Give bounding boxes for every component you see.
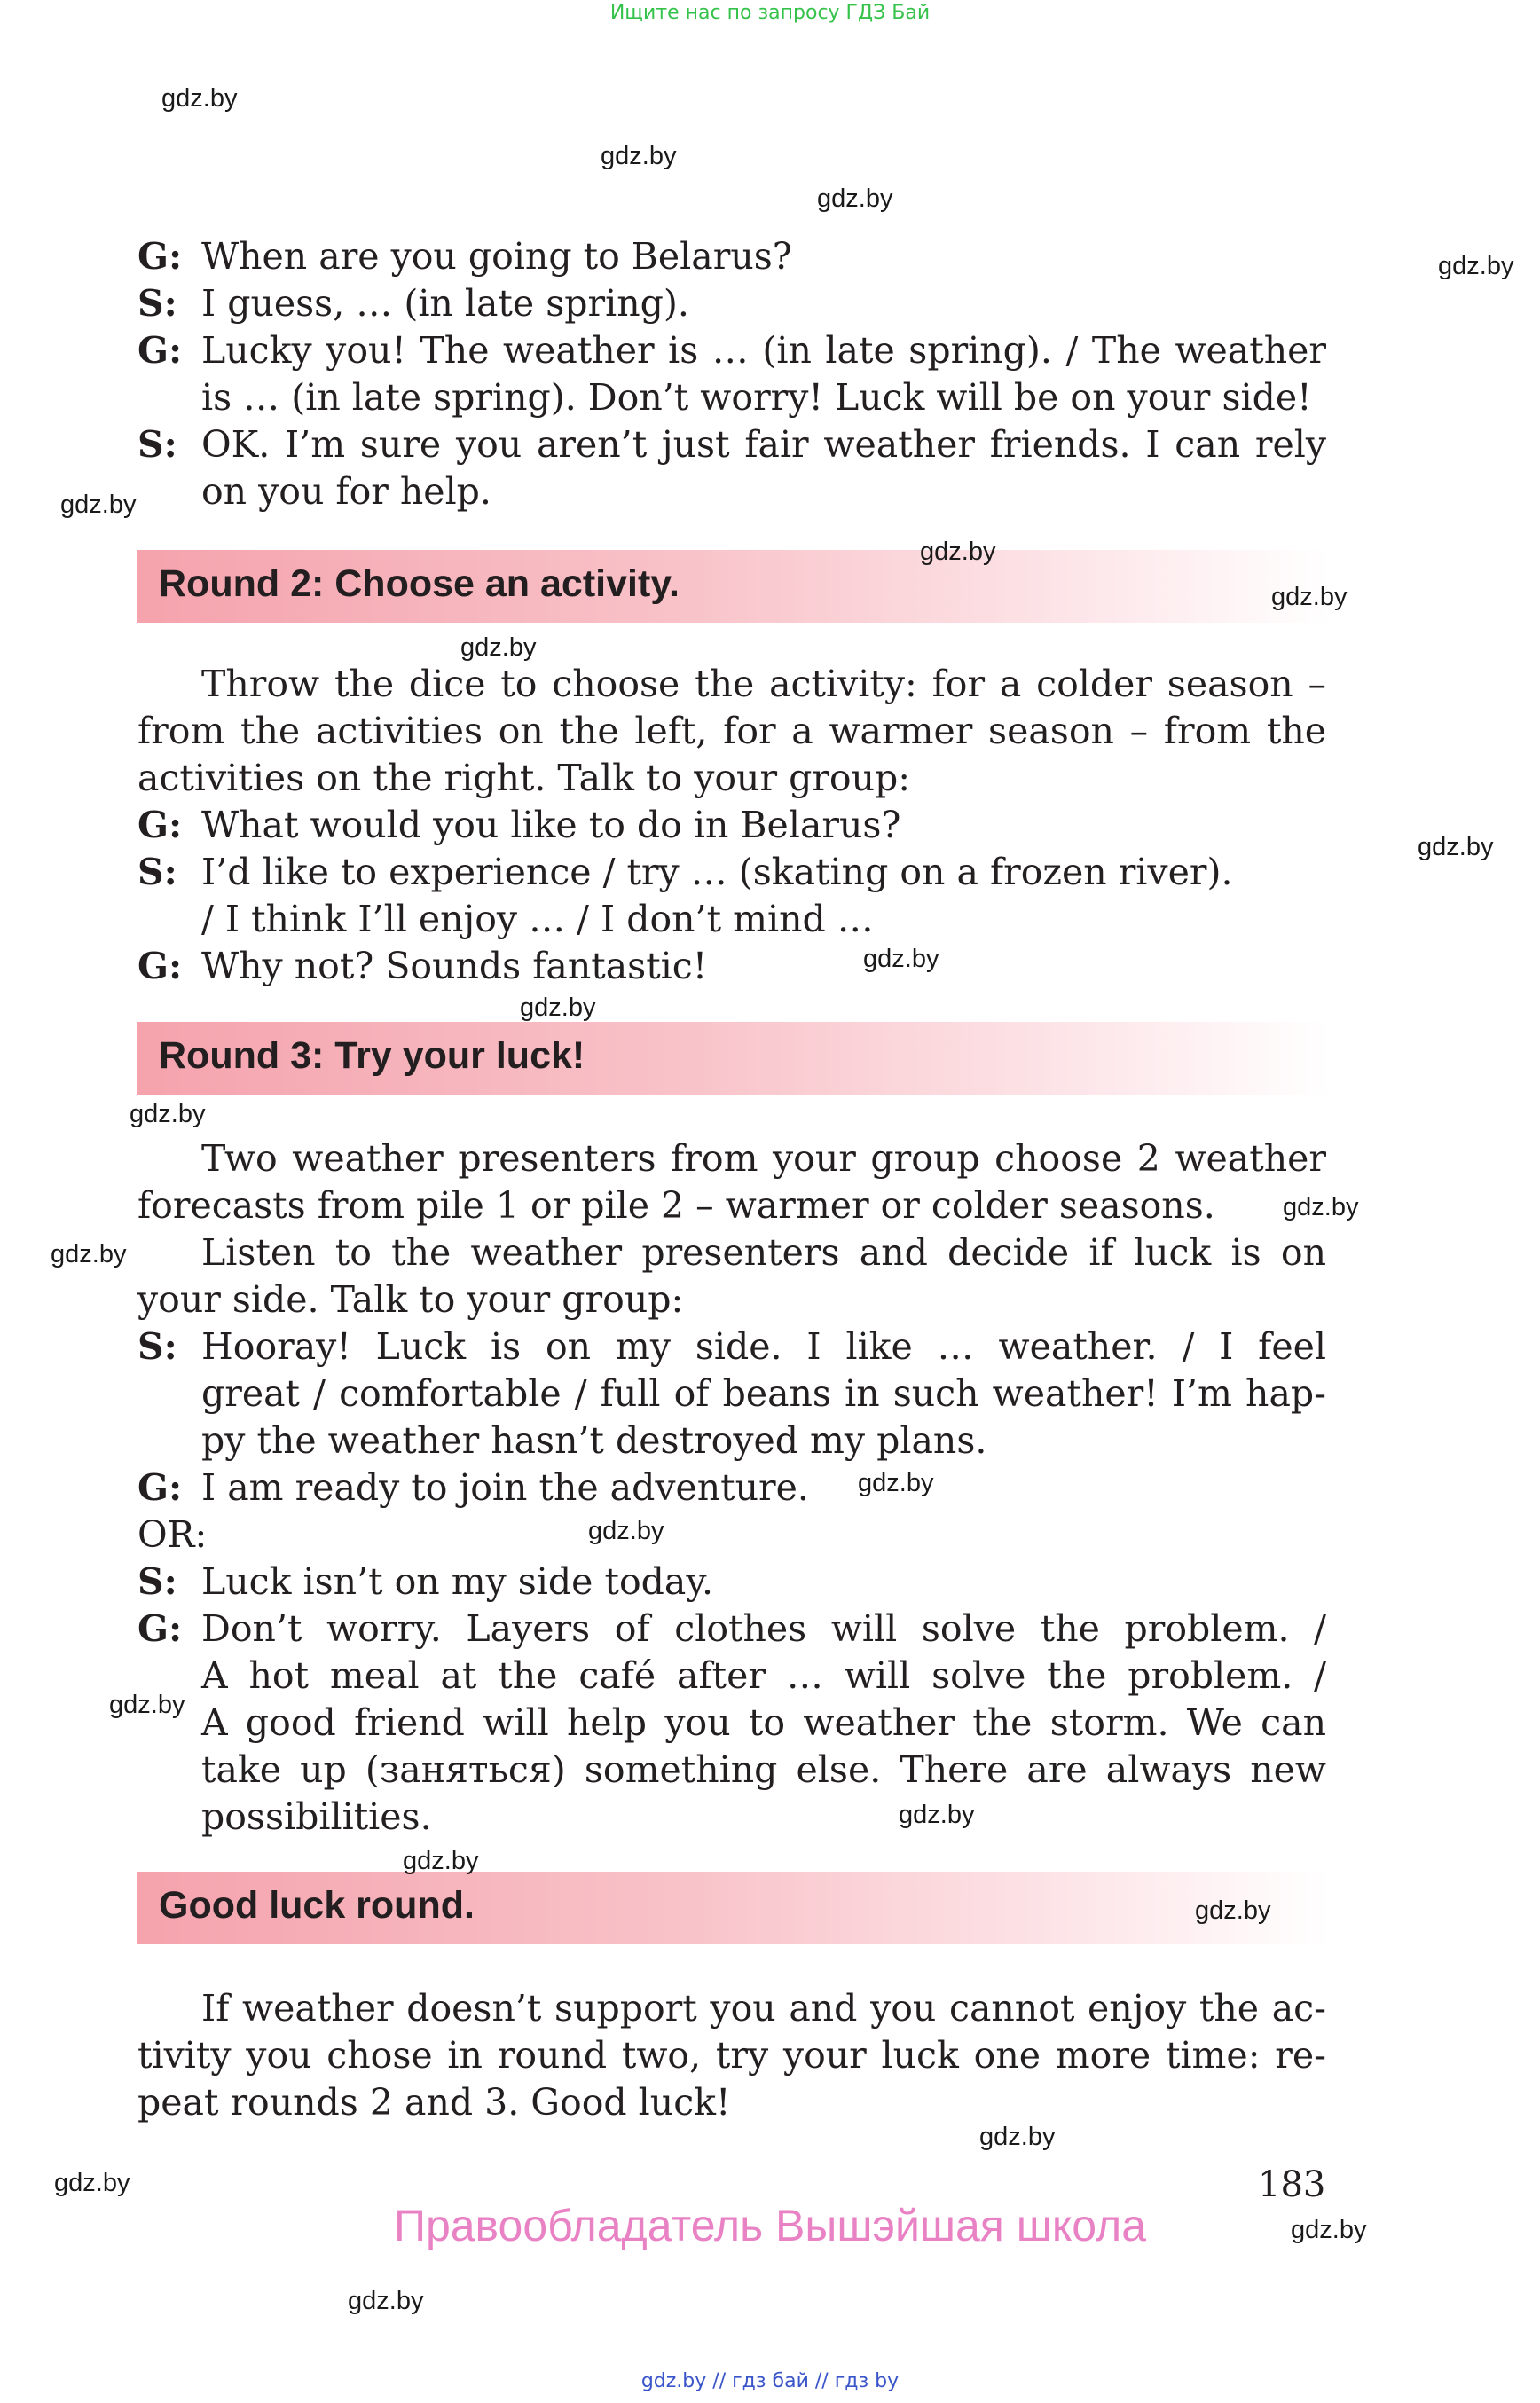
dialog-line-s2 [138,421,1326,515]
dialog-line-s1 [138,280,1326,327]
dialog-text: When are you going to Belarus? [201,235,792,278]
dialog-line-g5 [138,1465,1326,1512]
footer-links[interactable]: gdz.by // гдз бай // гдз by [640,2370,900,2392]
dialog-line-g4 [138,943,1326,990]
dialog-text: great / comfortable / full of beans in such weather! I’m hap- [201,1372,1326,1415]
dialog-text: I’d like to experience / try … (skating on a frozen river). [201,851,1233,893]
dialog-text: Luck isn’t on my side today. [201,1560,714,1603]
speaker-label: G: [138,329,183,372]
dialog-text: / I think I’ll enjoy … / I don’t mind … [201,898,874,940]
dialog-line-g3 [138,802,1326,849]
dialog-line-g1 [138,233,1326,280]
watermark: gdz.by [1418,833,1494,861]
watermark: gdz.by [899,1801,975,1829]
dialog-text: I am ready to join the adventure. [201,1466,809,1509]
dialog-text: I guess, … (in late spring). [201,282,689,325]
text-line: If weather doesn’t support you and you cannot enjoy the ac- [201,1987,1326,2030]
watermark: gdz.by [161,84,238,113]
or-text: OR: [138,1513,208,1556]
watermark: gdz.by [817,185,893,213]
good-luck-header [138,1872,1331,1944]
text-line: from the activities on the left, for a warmer season – from the [138,710,1326,752]
watermark: gdz.by [520,993,596,1022]
dialog-text: Lucky you! The weather is … (in late spring). / The weather [201,329,1326,372]
dialog-text: OK. I’m sure you aren’t just fair weather friends. I can rely [201,423,1326,466]
speaker-label: G: [138,945,183,987]
text-line: Throw the dice to choose the activity: for a colder season – [201,663,1326,705]
round3-header [138,1022,1331,1095]
speaker-label: S: [138,423,177,466]
watermark: gdz.by [54,2169,130,2197]
text-line: Two weather presenters from your group choose 2 weather [201,1137,1326,1180]
watermark: gdz.by [858,1469,934,1497]
watermark: gdz.by [130,1100,206,1128]
text-line: activities on the right. Talk to your group: [138,757,911,799]
round3-title: Round 3: Try your luck! [159,1034,585,1077]
watermark: gdz.by [403,1847,479,1875]
round2-intro [138,661,1326,802]
watermark: gdz.by [460,633,537,662]
watermark: gdz.by [920,538,996,566]
speaker-label: G: [138,235,183,278]
text-line: tivity you chose in round two, try your luck one more time: re- [138,2034,1326,2077]
watermark: gdz.by [51,1240,127,1268]
watermark: gdz.by [601,142,677,170]
speaker-label: G: [138,804,183,846]
text-line: your side. Talk to your group: [138,1278,684,1321]
dialog-text: possibilities. [201,1795,432,1838]
watermark: gdz.by [109,1691,185,1719]
round2-title: Round 2: Choose an activity. [159,562,680,605]
dialog-text: Why not? Sounds fantastic! [201,945,708,987]
watermark: gdz.by [1271,583,1348,611]
watermark: gdz.by [1291,2216,1367,2244]
speaker-label: G: [138,1466,183,1509]
text-line: forecasts from pile 1 or pile 2 – warmer or colder seasons. [138,1184,1215,1227]
round2-header [138,550,1331,623]
round3-intro [138,1135,1326,1323]
or-label [138,1512,1326,1559]
watermark: gdz.by [588,1517,664,1545]
dialog-text: What would you like to do in Belarus? [201,804,901,846]
dialog-text: py the weather hasn’t destroyed my plans. [201,1419,987,1462]
dialog-text: Don’t worry. Layers of clothes will solve the problem. / [201,1607,1326,1650]
watermark: gdz.by [979,2123,1056,2151]
watermark: gdz.by [1195,1896,1271,1925]
watermark: gdz.by [1283,1193,1359,1221]
speaker-label: S: [138,1325,177,1368]
good-luck-title: Good luck round. [159,1884,475,1927]
dialog-line-s5 [138,1559,1326,1606]
dialog-text: on you for help. [201,470,491,513]
dialog-line-g2 [138,327,1326,421]
top-banner: Ищите нас по запросу ГДЗ Бай [609,2,931,24]
watermark: gdz.by [60,491,137,519]
copyright-notice: Правообладатель Вышэйшая школа [394,2201,1146,2250]
watermark: gdz.by [348,2287,424,2315]
dialog-line-s4 [138,1323,1326,1465]
text-line: peat rounds 2 and 3. Good luck! [138,2081,731,2124]
watermark: gdz.by [1438,252,1514,280]
dialog-text: A hot meal at the café after … will solve the problem. / [201,1654,1326,1697]
text-line: Listen to the weather presenters and decide if luck is on [201,1231,1326,1274]
watermark: gdz.by [863,945,939,973]
dialog-text: A good friend will help you to weather the storm. We can [201,1701,1326,1744]
page-number: 183 [1258,2164,1326,2205]
good-luck-text [138,1985,1326,2126]
speaker-label: S: [138,282,177,325]
dialog-line-s3 [138,849,1326,943]
speaker-label: S: [138,851,177,893]
dialog-text: take up (заняться) something else. There are always new [201,1748,1326,1791]
speaker-label: S: [138,1560,177,1603]
speaker-label: G: [138,1607,183,1650]
dialog-text: is … (in late spring). Don’t worry! Luck will be on your side! [201,376,1312,419]
dialog-text: Hooray! Luck is on my side. I like … weather. / I feel [201,1325,1326,1368]
dialog-line-g6 [138,1606,1326,1841]
